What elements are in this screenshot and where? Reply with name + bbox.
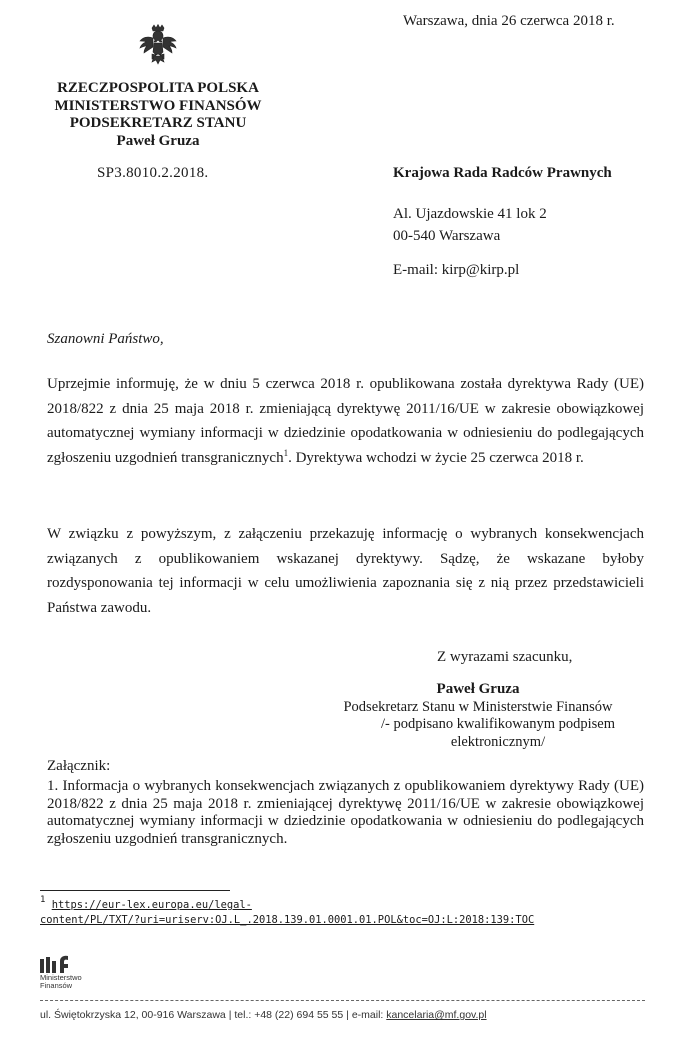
footer-address: ul. Świętokrzyska 12, 00-916 Warszawa	[40, 1009, 226, 1021]
sender-ministry: MINISTERSTWO FINANSÓW	[54, 97, 262, 114]
closing-phrase: Z wyrazami szacunku,	[437, 649, 573, 665]
footnote	[40, 895, 640, 928]
footer-divider	[40, 1000, 645, 1001]
footer-phone: tel.: +48 (22) 694 55 55	[234, 1009, 344, 1021]
footer-contact	[40, 1009, 487, 1021]
sender-country: RZECZPOSPOLITA POLSKA	[57, 80, 259, 96]
signature-block	[340, 681, 616, 751]
footer-email-link[interactable]: kancelaria@mf.gov.pl	[386, 1009, 487, 1021]
paragraph-1-text-b: . Dyrektywa wchodzi w życie 25 czerwca 2018 r.	[288, 449, 584, 466]
reference-number: SP3.8010.2.2018.	[97, 165, 209, 181]
letter-date: Warszawa, dnia 26 czerwca 2018 r.	[403, 13, 615, 29]
logo-caption-line2: Finansów	[40, 981, 73, 990]
recipient-name: Krajowa Rada Radców Prawnych	[393, 165, 612, 181]
recipient-address-line1: Al. Ujazdowskie 41 lok 2	[393, 206, 547, 222]
paragraph-2: W związku z powyższym, z załączeniu przekazuję informację o wybranych konsekwencjach związanych z opublikowaniem wskazanej dyrektywy. Sądzę, że wskazane byłoby rozdysponowania tej informacji w celu umożliwienia zapoznania się z nią przez przedstawicieli Państwa zawodu.	[47, 526, 644, 616]
signatory-title: Podsekretarz Stanu w Ministerstwie Finansów	[343, 698, 613, 715]
footnote-marker: 1	[40, 895, 46, 905]
logo-caption	[40, 974, 82, 990]
footer-separator: |	[346, 1009, 349, 1021]
recipient-email: E-mail: kirp@kirp.pl	[393, 262, 520, 278]
footnote-reference[interactable]: 1	[283, 447, 289, 458]
sender-block	[34, 80, 282, 150]
signatory-name: Paweł Gruza	[436, 681, 520, 697]
paragraph-1-text-a: Uprzejmie informuję, że w dniu 5 czerwca 2018 r. opublikowana została dyrektywa Rady (UE) 2018/822 z dnia 25 maja 2018 r. zmieniającą dyrektywę 2011/16/UE w zakresie obowiązkowej automatycznej wymiany informacji w dziedzinie opodatkowania w odniesieniu do podlegających zgłoszeniu uzgodnień transgranicznych	[47, 376, 644, 466]
paragraph-1	[47, 372, 644, 470]
footnote-link-line1[interactable]: https://eur-lex.europa.eu/legal-	[51, 899, 252, 911]
recipient-address-line2: 00-540 Warszawa	[393, 228, 501, 244]
sender-position: PODSEKRETARZ STANU	[69, 115, 247, 131]
signed-note: /- podpisano kwalifikowanym podpisem elektronicznym/	[381, 716, 615, 750]
polish-eagle-emblem-icon	[138, 24, 178, 68]
sender-name: Paweł Gruza	[116, 132, 200, 149]
footer-separator: |	[228, 1009, 232, 1021]
logo-caption-line1: Ministerstwo	[40, 973, 82, 982]
footnote-divider	[40, 890, 230, 891]
footnote-link-line2[interactable]: content/PL/TXT/?uri=uriserv:OJ.L_.2018.139.01.0001.01.POL&toc=OJ:L:2018:139:TOC	[40, 914, 535, 926]
attachment-item-1: 1. Informacja o wybranych konsekwencjach związanych z opublikowaniem dyrektywy Rady (UE) 2018/822 z dnia 25 maja 2018 r. zmieniającej dyrektywę 2011/16/UE w zakresie obowiązkowej automatycznej wymiany informacji w dziedzinie opodatkowania w odniesieniu do podlegających zgłoszeniu uzgodnień transgranicznych.	[47, 778, 644, 847]
greeting: Szanowni Państwo,	[47, 331, 164, 347]
attachment-heading: Załącznik:	[47, 758, 111, 774]
footer-email-label: e-mail:	[351, 1009, 384, 1021]
